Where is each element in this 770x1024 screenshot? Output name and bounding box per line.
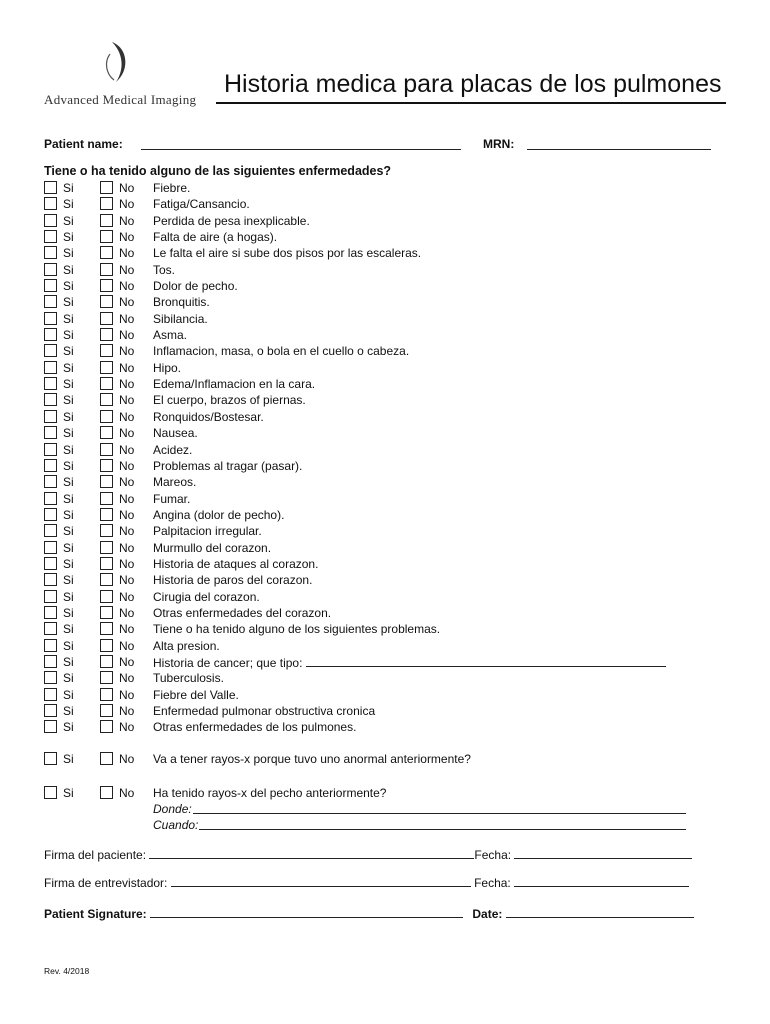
checkbox-no[interactable] bbox=[100, 671, 113, 684]
condition-text bbox=[153, 523, 262, 539]
patient-name-label: Patient name: bbox=[44, 137, 123, 151]
patient-signature-row bbox=[44, 905, 694, 921]
condition-text bbox=[153, 180, 190, 196]
no-label: No bbox=[119, 426, 135, 441]
condition-text bbox=[153, 670, 224, 686]
no-label: No bbox=[119, 246, 135, 261]
checkbox-no[interactable] bbox=[100, 752, 113, 765]
condition-row bbox=[44, 687, 744, 703]
condition-label: Mareos. bbox=[153, 475, 197, 490]
condition-label: Fumar. bbox=[153, 491, 191, 506]
no-label: No bbox=[119, 344, 135, 359]
condition-text bbox=[153, 262, 175, 278]
si-label: Si bbox=[63, 589, 74, 604]
fecha-label: Fecha: bbox=[474, 876, 511, 890]
no-label: No bbox=[119, 377, 135, 392]
checkbox-no[interactable] bbox=[100, 655, 113, 668]
condition-row bbox=[44, 572, 744, 588]
no-label: No bbox=[119, 786, 135, 800]
condition-label: Tos. bbox=[153, 262, 176, 277]
condition-text bbox=[153, 425, 198, 441]
checkbox-si[interactable] bbox=[44, 393, 57, 406]
si-label: Si bbox=[63, 605, 74, 620]
condition-text bbox=[153, 213, 310, 229]
si-label: Si bbox=[63, 786, 74, 800]
condition-text bbox=[153, 327, 187, 343]
si-label: Si bbox=[63, 409, 74, 424]
no-label: No bbox=[119, 605, 135, 620]
checkbox-no[interactable] bbox=[100, 377, 113, 390]
revision-note: Rev. 4/2018 bbox=[44, 966, 90, 976]
mrn-label: MRN: bbox=[483, 137, 515, 151]
condition-label: Dolor de pecho. bbox=[153, 279, 238, 294]
si-label: Si bbox=[63, 704, 74, 718]
no-label: No bbox=[119, 279, 135, 294]
checkbox-no[interactable] bbox=[100, 573, 113, 586]
checkbox-si[interactable] bbox=[44, 786, 57, 799]
checkbox-si[interactable] bbox=[44, 524, 57, 537]
no-label: No bbox=[119, 458, 135, 473]
condition-text bbox=[153, 556, 318, 572]
checkbox-no[interactable] bbox=[100, 393, 113, 406]
no-label: No bbox=[119, 540, 135, 555]
checkbox-no[interactable] bbox=[100, 328, 113, 341]
section-heading: Tiene o ha tenido alguno de las siguientes enfermedades? bbox=[44, 164, 392, 178]
condition-text bbox=[153, 294, 210, 310]
condition-label: Cirugia del corazon. bbox=[153, 589, 260, 604]
checkbox-si[interactable] bbox=[44, 671, 57, 684]
condition-label: Historia de ataques al corazon. bbox=[153, 556, 319, 571]
si-label: Si bbox=[63, 752, 74, 766]
no-label: No bbox=[119, 197, 135, 212]
condition-row bbox=[44, 196, 744, 212]
no-label: No bbox=[119, 295, 135, 310]
si-label: Si bbox=[63, 246, 74, 261]
donde-label: Donde: bbox=[153, 802, 192, 816]
logo bbox=[44, 40, 214, 108]
si-label: Si bbox=[63, 181, 74, 195]
si-label: Si bbox=[63, 213, 74, 228]
condition-text bbox=[153, 311, 208, 327]
condition-text bbox=[153, 703, 375, 719]
condition-row bbox=[44, 523, 744, 539]
condition-row bbox=[44, 638, 744, 654]
condition-text bbox=[153, 343, 409, 359]
checkbox-no[interactable] bbox=[100, 639, 113, 652]
no-label: No bbox=[119, 181, 135, 195]
checkbox-no[interactable] bbox=[100, 312, 113, 325]
condition-label: Enfermedad pulmonar obstructiva cronica bbox=[153, 704, 376, 718]
checkbox-no[interactable] bbox=[100, 704, 113, 717]
logo-crescent-icon bbox=[102, 40, 132, 86]
condition-text bbox=[153, 409, 264, 425]
si-label: Si bbox=[63, 540, 74, 555]
checkbox-si[interactable] bbox=[44, 590, 57, 603]
condition-label: Edema/Inflamacion en la cara. bbox=[153, 377, 316, 392]
condition-label: Fiebre. bbox=[153, 181, 191, 195]
condition-label: Fiebre del Valle. bbox=[153, 687, 239, 702]
cuando-label: Cuando: bbox=[153, 818, 199, 832]
condition-text bbox=[153, 360, 181, 376]
condition-label: Angina (dolor de pecho). bbox=[153, 507, 285, 522]
checkbox-si[interactable] bbox=[44, 639, 57, 652]
checkbox-no[interactable] bbox=[100, 622, 113, 635]
condition-label: Falta de aire (a hogas). bbox=[153, 230, 278, 245]
condition-label: Perdida de pesa inexplicable. bbox=[153, 213, 310, 228]
no-label: No bbox=[119, 393, 135, 408]
checkbox-si[interactable] bbox=[44, 279, 57, 292]
si-label: Si bbox=[63, 687, 74, 702]
condition-row bbox=[44, 491, 744, 507]
si-label: Si bbox=[63, 507, 74, 522]
si-label: Si bbox=[63, 475, 74, 490]
cuando-field[interactable] bbox=[199, 817, 686, 830]
question-text: Ha tenido rayos-x del pecho anteriormente? bbox=[153, 786, 387, 800]
condition-row bbox=[44, 213, 744, 229]
no-label: No bbox=[119, 213, 135, 228]
checkbox-no[interactable] bbox=[100, 492, 113, 505]
no-label: No bbox=[119, 638, 135, 653]
condition-row bbox=[44, 360, 744, 376]
condition-label: Palpitacion irregular. bbox=[153, 524, 262, 539]
checkbox-si[interactable] bbox=[44, 557, 57, 570]
si-label: Si bbox=[63, 556, 74, 571]
condition-label: Tuberculosis. bbox=[153, 671, 224, 686]
condition-text bbox=[153, 540, 271, 556]
condition-row bbox=[44, 670, 744, 686]
condition-label: Nausea. bbox=[153, 426, 198, 441]
condition-text bbox=[153, 605, 331, 621]
condition-label: Acidez. bbox=[153, 442, 193, 457]
si-label: Si bbox=[63, 360, 74, 375]
checkbox-no[interactable] bbox=[100, 181, 113, 194]
si-label: Si bbox=[63, 328, 74, 343]
si-label: Si bbox=[63, 295, 74, 310]
condition-label: Bronquitis. bbox=[153, 295, 210, 310]
firma-paciente-field[interactable] bbox=[149, 846, 474, 859]
checkbox-si[interactable] bbox=[44, 704, 57, 717]
no-label: No bbox=[119, 622, 135, 637]
no-label: No bbox=[119, 230, 135, 245]
condition-text bbox=[153, 638, 220, 654]
checkbox-si[interactable] bbox=[44, 246, 57, 259]
condition-row bbox=[44, 605, 744, 621]
condition-row bbox=[44, 621, 744, 637]
si-label: Si bbox=[63, 279, 74, 294]
si-label: Si bbox=[63, 573, 74, 588]
condition-label: Historia de cancer; que tipo: bbox=[153, 655, 303, 670]
checkbox-si[interactable] bbox=[44, 410, 57, 423]
checkbox-si[interactable] bbox=[44, 508, 57, 521]
condition-text bbox=[153, 458, 302, 474]
no-label: No bbox=[119, 360, 135, 375]
condition-row bbox=[44, 474, 744, 490]
condition-label: Hipo. bbox=[153, 360, 182, 375]
firma-paciente-label: Firma del paciente: bbox=[44, 848, 147, 862]
si-label: Si bbox=[63, 311, 74, 326]
condition-text bbox=[153, 392, 306, 408]
no-label: No bbox=[119, 507, 135, 522]
checkbox-si[interactable] bbox=[44, 263, 57, 276]
condition-row bbox=[44, 409, 744, 425]
condition-row bbox=[44, 556, 744, 572]
cancer-type-field[interactable] bbox=[306, 654, 666, 667]
checkbox-no[interactable] bbox=[100, 197, 113, 210]
condition-label: Asma. bbox=[153, 328, 188, 343]
firma-entrevistador-field[interactable] bbox=[171, 874, 471, 887]
condition-text bbox=[153, 229, 277, 245]
checkbox-no[interactable] bbox=[100, 214, 113, 227]
condition-text bbox=[153, 474, 196, 490]
condition-row bbox=[44, 589, 744, 605]
si-label: Si bbox=[63, 426, 74, 441]
question-text: Va a tener rayos-x porque tuvo uno anormal anteriormente? bbox=[153, 752, 471, 766]
si-label: Si bbox=[63, 344, 74, 359]
si-label: Si bbox=[63, 622, 74, 637]
condition-label: Fatiga/Cansancio. bbox=[153, 197, 250, 212]
condition-label: Murmullo del corazon. bbox=[153, 540, 272, 555]
condition-text bbox=[153, 376, 315, 392]
firma-entrevistador-label: Firma de entrevistador: bbox=[44, 876, 168, 890]
condition-label: Historia de paros del corazon. bbox=[153, 573, 313, 588]
condition-text bbox=[153, 621, 440, 637]
condition-text bbox=[153, 196, 250, 212]
condition-row bbox=[44, 262, 744, 278]
condition-label: El cuerpo, brazos of piernas. bbox=[153, 393, 306, 408]
no-label: No bbox=[119, 311, 135, 326]
checkbox-no[interactable] bbox=[100, 361, 113, 374]
condition-row bbox=[44, 376, 744, 392]
checkbox-si[interactable] bbox=[44, 426, 57, 439]
condition-row bbox=[44, 327, 744, 343]
condition-row bbox=[44, 278, 744, 294]
checkbox-no[interactable] bbox=[100, 475, 113, 488]
page-title: Historia medica para placas de los pulmones bbox=[216, 70, 726, 104]
no-label: No bbox=[119, 720, 135, 735]
no-label: No bbox=[119, 589, 135, 604]
checkbox-si[interactable] bbox=[44, 622, 57, 635]
condition-row bbox=[44, 540, 744, 556]
checkbox-no[interactable] bbox=[100, 606, 113, 619]
fecha-paciente-field[interactable] bbox=[514, 846, 692, 859]
condition-text bbox=[153, 572, 312, 588]
condition-text bbox=[153, 442, 192, 458]
checkbox-si[interactable] bbox=[44, 344, 57, 357]
no-label: No bbox=[119, 704, 135, 718]
mrn-field[interactable] bbox=[527, 137, 711, 150]
no-label: No bbox=[119, 328, 135, 343]
condition-text bbox=[153, 719, 356, 735]
no-label: No bbox=[119, 752, 135, 766]
condition-row bbox=[44, 425, 744, 441]
si-label: Si bbox=[63, 458, 74, 473]
condition-row bbox=[44, 458, 744, 474]
checkbox-no[interactable] bbox=[100, 410, 113, 423]
no-label: No bbox=[119, 475, 135, 490]
checkbox-no[interactable] bbox=[100, 557, 113, 570]
checkbox-si[interactable] bbox=[44, 197, 57, 210]
checkbox-no[interactable] bbox=[100, 443, 113, 456]
checkbox-no[interactable] bbox=[100, 230, 113, 243]
checkbox-si[interactable] bbox=[44, 328, 57, 341]
condition-row bbox=[44, 180, 744, 196]
checkbox-no[interactable] bbox=[100, 279, 113, 292]
checkbox-no[interactable] bbox=[100, 263, 113, 276]
checkbox-si[interactable] bbox=[44, 541, 57, 554]
checkbox-no[interactable] bbox=[100, 524, 113, 537]
no-label: No bbox=[119, 442, 135, 457]
date-label: Date: bbox=[472, 907, 503, 921]
checkbox-si[interactable] bbox=[44, 655, 57, 668]
condition-text bbox=[153, 278, 238, 294]
checkbox-no[interactable] bbox=[100, 459, 113, 472]
checkbox-si[interactable] bbox=[44, 606, 57, 619]
condition-label: Tiene o ha tenido alguno de los siguientes problemas. bbox=[153, 622, 441, 637]
checkbox-no[interactable] bbox=[100, 720, 113, 733]
si-label: Si bbox=[63, 671, 74, 686]
condition-row bbox=[44, 245, 744, 261]
firma-entrevistador-row bbox=[44, 874, 689, 890]
condition-row bbox=[44, 294, 744, 310]
date-field[interactable] bbox=[506, 905, 694, 918]
fecha-entrevistador-field[interactable] bbox=[514, 874, 689, 887]
checkbox-si[interactable] bbox=[44, 377, 57, 390]
condition-row bbox=[44, 343, 744, 359]
si-label: Si bbox=[63, 654, 74, 669]
checkbox-si[interactable] bbox=[44, 181, 57, 194]
condition-row bbox=[44, 507, 744, 523]
checkbox-no[interactable] bbox=[100, 508, 113, 521]
condition-row bbox=[44, 311, 744, 327]
checkbox-no[interactable] bbox=[100, 590, 113, 603]
checkbox-no[interactable] bbox=[100, 246, 113, 259]
si-label: Si bbox=[63, 377, 74, 392]
firma-paciente-row bbox=[44, 846, 692, 862]
condition-text bbox=[153, 491, 190, 507]
condition-row bbox=[44, 442, 744, 458]
checkbox-no[interactable] bbox=[100, 426, 113, 439]
no-label: No bbox=[119, 524, 135, 539]
no-label: No bbox=[119, 654, 135, 669]
checkbox-si[interactable] bbox=[44, 459, 57, 472]
no-label: No bbox=[119, 262, 135, 277]
condition-label: Problemas al tragar (pasar). bbox=[153, 458, 303, 473]
checkbox-si[interactable] bbox=[44, 443, 57, 456]
condition-row bbox=[44, 229, 744, 245]
no-label: No bbox=[119, 671, 135, 686]
condition-text bbox=[153, 507, 284, 523]
condition-label: Ronquidos/Bostesar. bbox=[153, 409, 264, 424]
no-label: No bbox=[119, 409, 135, 424]
si-label: Si bbox=[63, 524, 74, 539]
checkbox-si[interactable] bbox=[44, 312, 57, 325]
si-label: Si bbox=[63, 638, 74, 653]
condition-label: Sibilancia. bbox=[153, 311, 208, 326]
checkbox-si[interactable] bbox=[44, 295, 57, 308]
condition-text bbox=[153, 687, 239, 703]
donde-field[interactable] bbox=[193, 801, 686, 814]
checkbox-no[interactable] bbox=[100, 688, 113, 701]
si-label: Si bbox=[63, 393, 74, 408]
condition-row bbox=[44, 654, 744, 670]
logo-text: Advanced Medical Imaging bbox=[44, 92, 197, 107]
fecha-label: Fecha: bbox=[474, 848, 512, 862]
checkbox-si[interactable] bbox=[44, 720, 57, 733]
checkbox-no[interactable] bbox=[100, 786, 113, 799]
condition-text bbox=[153, 589, 260, 605]
checkbox-no[interactable] bbox=[100, 295, 113, 308]
condition-text bbox=[153, 654, 666, 671]
checkbox-si[interactable] bbox=[44, 573, 57, 586]
patient-name-field[interactable] bbox=[141, 137, 461, 150]
condition-label: Alta presion. bbox=[153, 638, 220, 653]
condition-row bbox=[44, 703, 744, 719]
si-label: Si bbox=[63, 262, 74, 277]
checkbox-no[interactable] bbox=[100, 344, 113, 357]
checkbox-si[interactable] bbox=[44, 688, 57, 701]
condition-label: Le falta el aire si sube dos pisos por las escaleras. bbox=[153, 246, 422, 261]
checkbox-si[interactable] bbox=[44, 475, 57, 488]
checkbox-no[interactable] bbox=[100, 541, 113, 554]
checkbox-si[interactable] bbox=[44, 492, 57, 505]
condition-row bbox=[44, 392, 744, 408]
no-label: No bbox=[119, 491, 135, 506]
no-label: No bbox=[119, 573, 135, 588]
checkbox-si[interactable] bbox=[44, 361, 57, 374]
condition-row bbox=[44, 719, 744, 735]
condition-label: Inflamacion, masa, o bola en el cuello o cabeza. bbox=[153, 344, 410, 359]
conditions-list bbox=[44, 180, 744, 736]
si-label: Si bbox=[63, 197, 74, 212]
condition-text bbox=[153, 245, 421, 261]
patient-signature-field[interactable] bbox=[150, 905, 463, 918]
si-label: Si bbox=[63, 442, 74, 457]
si-label: Si bbox=[63, 720, 74, 735]
checkbox-si[interactable] bbox=[44, 230, 57, 243]
condition-label: Otras enfermedades de los pulmones. bbox=[153, 720, 357, 735]
no-label: No bbox=[119, 556, 135, 571]
patient-signature-label: Patient Signature: bbox=[44, 907, 147, 921]
checkbox-si[interactable] bbox=[44, 752, 57, 765]
no-label: No bbox=[119, 687, 135, 702]
si-label: Si bbox=[63, 230, 74, 245]
condition-label: Otras enfermedades del corazon. bbox=[153, 605, 332, 620]
si-label: Si bbox=[63, 491, 74, 506]
checkbox-si[interactable] bbox=[44, 214, 57, 227]
